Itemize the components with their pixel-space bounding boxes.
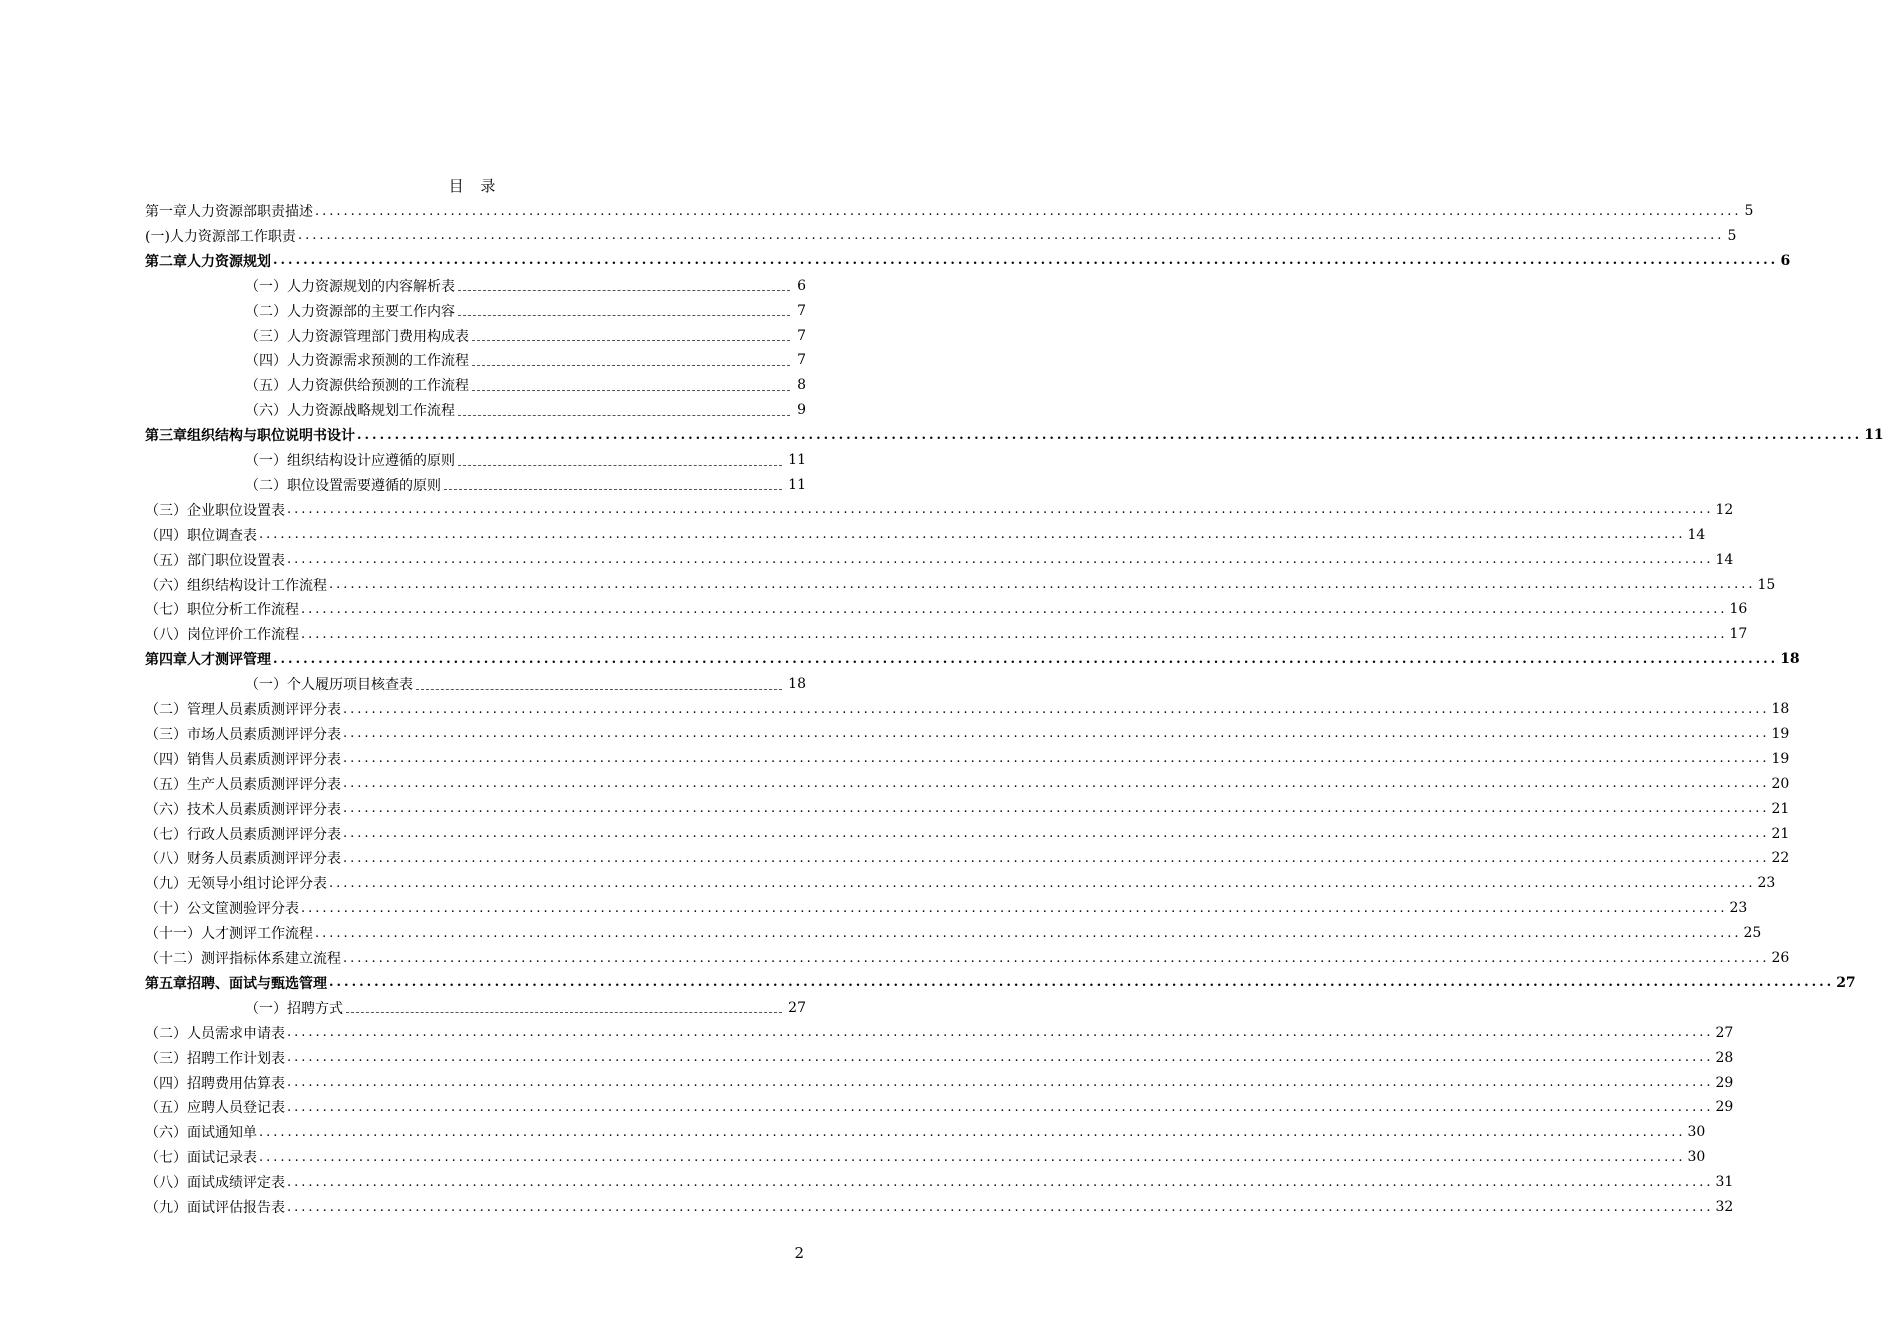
toc-dot-leader: ........................................................................................................................................................................................................	[287, 502, 1714, 518]
toc-entry-label: （二）管理人员素质测评评分表	[145, 702, 341, 718]
toc-dot-leader: ........................................................................................................................................................................................................	[287, 1099, 1714, 1115]
toc-section-entry[interactable]	[145, 274, 806, 298]
toc-entry-label: （五）部门职位设置表	[145, 552, 285, 569]
toc-dot-leader	[472, 340, 790, 341]
toc-entry-label: （二）职位设置需要遵循的原则	[245, 477, 441, 494]
toc-entry-label: （九）面试评估报告表	[145, 1200, 285, 1216]
toc-entry-label: （三）市场人员素质测评评分表	[145, 726, 341, 743]
toc-dot-leader: ........................................................................................................................................................................................................	[357, 427, 1863, 443]
toc-page-number: 19	[1771, 725, 1790, 742]
toc-chapter-entry[interactable]	[145, 199, 1754, 223]
toc-section-entry[interactable]	[145, 1046, 1734, 1070]
toc-section-entry[interactable]	[145, 299, 806, 323]
toc-page-number: 27	[1836, 974, 1856, 991]
toc-dot-leader: ........................................................................................................................................................................................................	[273, 253, 1779, 269]
toc-page-number: 18	[1771, 701, 1790, 717]
toc-page-number: 11	[1864, 427, 1884, 444]
toc-page-number: 27	[1715, 1024, 1734, 1041]
toc-section-entry[interactable]	[145, 722, 1790, 746]
toc-dot-leader: ........................................................................................................................................................................................................	[315, 203, 1742, 219]
toc-dot-leader	[416, 689, 782, 690]
toc-section-entry[interactable]	[145, 448, 806, 472]
toc-dot-leader: ........................................................................................................................................................................................................	[287, 552, 1714, 568]
toc-page-number: 31	[1715, 1174, 1734, 1191]
toc-dot-leader: ........................................................................................................................................................................................................	[329, 975, 1835, 991]
toc-entry-label: 组织结构与职位说明书设计	[187, 428, 355, 445]
toc-dot-leader: ........................................................................................................................................................................................................	[287, 1050, 1714, 1066]
toc-page-number: 7	[797, 327, 806, 344]
toc-page-number: 8	[797, 377, 806, 394]
toc-dot-leader: ........................................................................................................................................................................................................	[343, 701, 1770, 717]
toc-page-number: 22	[1771, 850, 1790, 867]
toc-page-number: 20	[1771, 775, 1790, 792]
toc-page-number: 11	[788, 452, 806, 468]
toc-entry-label: （十一）人才测评工作流程	[145, 926, 313, 943]
toc-dot-leader	[458, 315, 790, 316]
toc-section-entry[interactable]	[145, 398, 806, 422]
toc-dot-leader: ........................................................................................................................................................................................................	[343, 751, 1770, 767]
toc-entry-label: （四）人力资源需求预测的工作流程	[245, 353, 469, 370]
toc-page-number: 30	[1687, 1124, 1706, 1141]
toc-section-entry[interactable]	[145, 473, 806, 497]
toc-entry-label: (一)人力资源部工作职责	[145, 228, 296, 245]
toc-section-entry[interactable]	[145, 697, 1790, 721]
toc-entry-label: （九）无领导小组讨论评分表	[145, 876, 327, 893]
toc-section-entry[interactable]	[145, 921, 1762, 945]
toc-page-number: 14	[1687, 526, 1706, 543]
toc-section-entry[interactable]	[145, 1021, 1734, 1045]
toc-dot-leader: ........................................................................................................................................................................................................	[297, 228, 1725, 244]
toc-dot-leader	[458, 415, 790, 416]
toc-section-entry[interactable]	[145, 822, 1790, 846]
toc-dot-leader: ........................................................................................................................................................................................................	[273, 651, 1779, 667]
toc-entry-label: （六）组织结构设计工作流程	[145, 577, 327, 594]
toc-section-entry[interactable]	[145, 324, 806, 348]
toc-page-number: 29	[1715, 1099, 1734, 1116]
toc-chapter-number: 第四章	[145, 652, 187, 669]
toc-entry-label: （八）财务人员素质测评评分表	[145, 851, 341, 868]
toc-page-number: 7	[797, 352, 806, 369]
toc-dot-leader: ........................................................................................................................................................................................................	[329, 577, 1756, 592]
toc-page-number: 11	[788, 476, 806, 493]
toc-section-entry[interactable]	[145, 1120, 1706, 1144]
toc-entry-label: （一）人力资源规划的内容解析表	[245, 278, 455, 295]
toc-section-entry[interactable]	[145, 946, 1790, 970]
toc-dot-leader: ........................................................................................................................................................................................................	[343, 726, 1770, 742]
toc-page-number: 29	[1715, 1074, 1734, 1091]
toc-dot-leader	[458, 465, 782, 466]
toc-entry-label: （六）技术人员素质测评评分表	[145, 801, 341, 818]
toc-entry-label: 人才测评管理	[187, 652, 271, 669]
toc-entry-label: （四）招聘费用估算表	[145, 1075, 285, 1092]
toc-dot-leader: ........................................................................................................................................................................................................	[343, 950, 1770, 966]
toc-section-entry[interactable]	[145, 1071, 1734, 1095]
toc-entry-label: （六）人力资源战略规划工作流程	[245, 403, 455, 420]
toc-entry-label: （一）组织结构设计应遵循的原则	[245, 453, 455, 469]
toc-dot-leader: ........................................................................................................................................................................................................	[301, 900, 1728, 916]
toc-section-entry[interactable]	[145, 747, 1790, 771]
toc-entry-label: （十二）测评指标体系建立流程	[145, 951, 341, 967]
toc-entry-label: （一）招聘方式	[245, 1000, 343, 1017]
toc-section-entry[interactable]	[145, 548, 1734, 572]
toc-section-entry[interactable]	[145, 622, 1748, 646]
toc-page-number: 30	[1687, 1149, 1706, 1166]
toc-page-number: 5	[1744, 203, 1754, 219]
toc-entry-label: （七）行政人员素质测评评分表	[145, 826, 341, 843]
toc-section-entry[interactable]	[145, 1145, 1706, 1169]
toc-dot-leader: ........................................................................................................................................................................................................	[259, 1124, 1686, 1140]
toc-page-number: 19	[1771, 750, 1790, 767]
toc-entry-label: （二）人力资源部的主要工作内容	[245, 303, 455, 320]
toc-page-number: 21	[1771, 800, 1790, 817]
toc-dot-leader: ........................................................................................................................................................................................................	[287, 1174, 1714, 1190]
toc-chapter-entry[interactable]	[145, 647, 1800, 671]
toc-section-entry[interactable]	[145, 896, 1748, 920]
toc-dot-leader: ........................................................................................................................................................................................................	[315, 925, 1742, 941]
toc-entry-label: （四）职位调查表	[145, 527, 257, 544]
toc-section-entry[interactable]	[145, 672, 806, 696]
toc-entry-label: （三）招聘工作计划表	[145, 1050, 285, 1067]
toc-entry-label: （四）销售人员素质测评评分表	[145, 751, 341, 768]
toc-dot-leader	[444, 489, 782, 490]
toc-page-number: 27	[788, 999, 806, 1016]
toc-chapter-entry[interactable]	[145, 423, 1884, 447]
toc-chapter-number: 第三章	[145, 428, 187, 445]
toc-page-number: 25	[1743, 925, 1762, 942]
toc-section-entry[interactable]	[145, 597, 1748, 621]
page-number: 2	[794, 1244, 804, 1262]
toc-dot-leader	[472, 365, 790, 366]
toc-section-entry[interactable]	[145, 996, 806, 1020]
toc-page-number: 17	[1729, 626, 1748, 643]
toc-entry-label: （八）面试成绩评定表	[145, 1175, 285, 1192]
toc-section-entry[interactable]	[145, 846, 1790, 870]
toc-chapter-number: 第一章	[145, 204, 187, 220]
toc-page-number: 28	[1715, 1049, 1734, 1066]
toc-entry-label: （十）公文筐测验评分表	[145, 901, 299, 918]
toc-entry-label: 招聘、面试与甄选管理	[187, 975, 327, 992]
toc-page-number: 16	[1729, 601, 1748, 618]
toc-entry-label: （一）个人履历项目核查表	[245, 677, 413, 694]
toc-dot-leader: ........................................................................................................................................................................................................	[287, 1025, 1714, 1041]
toc-dot-leader: ........................................................................................................................................................................................................	[259, 1149, 1686, 1165]
toc-page-number: 9	[797, 402, 806, 419]
toc-dot-leader: ........................................................................................................................................................................................................	[343, 850, 1770, 866]
toc-page-number: 21	[1771, 825, 1790, 842]
toc-chapter-number: 第二章	[145, 253, 187, 270]
toc-chapter-entry[interactable]	[145, 249, 1791, 273]
toc-entry-label: （三）企业职位设置表	[145, 502, 285, 519]
toc-section-entry[interactable]	[145, 224, 1737, 248]
toc-entry-label: （七）面试记录表	[145, 1150, 257, 1167]
toc-page-number: 23	[1757, 875, 1776, 892]
toc-dot-leader: ........................................................................................................................................................................................................	[287, 1199, 1714, 1215]
toc-page-number: 6	[797, 277, 806, 294]
toc-page-number: 18	[788, 676, 806, 693]
toc-dot-leader: ........................................................................................................................................................................................................	[343, 776, 1770, 792]
toc-page-number: 14	[1715, 551, 1734, 568]
toc-section-entry[interactable]	[145, 348, 806, 372]
toc-entry-label: （二）人员需求申请表	[145, 1025, 285, 1042]
toc-section-entry[interactable]	[145, 498, 1734, 522]
toc-section-entry[interactable]	[145, 797, 1790, 821]
toc-page-number: 7	[797, 302, 806, 319]
toc-section-entry[interactable]	[145, 373, 806, 397]
toc-entry-label: 人力资源部职责描述	[187, 204, 313, 220]
toc-section-entry[interactable]	[145, 871, 1776, 895]
toc-dot-leader	[472, 390, 790, 391]
toc-dot-leader: ........................................................................................................................................................................................................	[287, 1075, 1714, 1090]
toc-title: 目 录	[448, 177, 502, 195]
toc-section-entry[interactable]	[145, 1195, 1734, 1219]
toc-entry-label: （五）应聘人员登记表	[145, 1100, 285, 1117]
toc-page-number: 23	[1729, 900, 1748, 917]
toc-section-entry[interactable]	[145, 523, 1706, 547]
toc-dot-leader: ........................................................................................................................................................................................................	[301, 626, 1728, 642]
toc-chapter-number: 第五章	[145, 975, 187, 992]
toc-entry-label: 人力资源规划	[187, 253, 271, 270]
toc-dot-leader: ........................................................................................................................................................................................................	[301, 601, 1728, 617]
toc-entry-label: （六）面试通知单	[145, 1125, 257, 1142]
toc-page-number: 32	[1715, 1199, 1734, 1215]
toc-chapter-entry[interactable]	[145, 971, 1856, 995]
toc-page-number: 6	[1780, 252, 1791, 269]
toc-page-number: 12	[1715, 501, 1734, 518]
toc-entry-label: （五）人力资源供给预测的工作流程	[245, 378, 469, 395]
toc-page-number: 5	[1727, 227, 1737, 244]
toc-dot-leader	[458, 290, 790, 291]
toc-section-entry[interactable]	[145, 1095, 1734, 1119]
toc-dot-leader: ........................................................................................................................................................................................................	[343, 826, 1770, 841]
toc-dot-leader: ........................................................................................................................................................................................................	[329, 875, 1756, 891]
toc-section-entry[interactable]	[145, 1170, 1734, 1194]
toc-dot-leader	[346, 1012, 782, 1013]
toc-entry-label: （三）人力资源管理部门费用构成表	[245, 328, 469, 345]
toc-page-number: 15	[1757, 576, 1776, 593]
toc-section-entry[interactable]	[145, 573, 1776, 597]
toc-page-number: 26	[1771, 950, 1790, 966]
toc-entry-label: （五）生产人员素质测评评分表	[145, 776, 341, 793]
toc-section-entry[interactable]	[145, 772, 1790, 796]
toc-dot-leader: ........................................................................................................................................................................................................	[259, 527, 1686, 543]
toc-entry-label: （八）岗位评价工作流程	[145, 627, 299, 644]
toc-page-number: 18	[1780, 651, 1800, 668]
toc-entry-label: （七）职位分析工作流程	[145, 602, 299, 619]
toc-dot-leader: ........................................................................................................................................................................................................	[343, 801, 1770, 817]
